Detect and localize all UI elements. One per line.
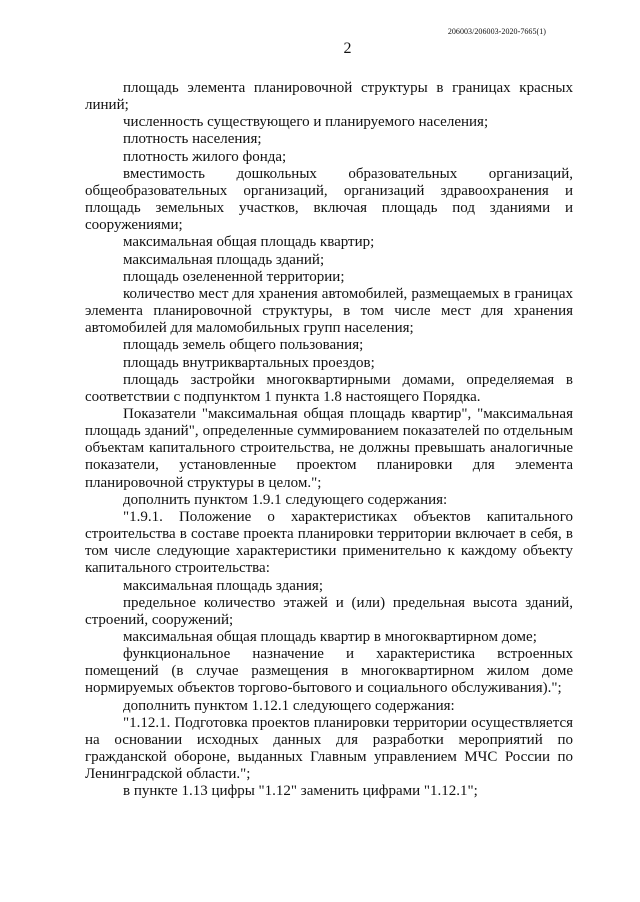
paragraph: функциональное назначение и характеристика встроенных помещений (в случае размещения в многоквартирном жилом доме нормируемых объектов торгово-бытового и социального обслуживания)."; (85, 646, 573, 697)
paragraph: максимальная общая площадь квартир в многоквартирном доме; (123, 629, 537, 645)
paragraph: плотность жилого фонда; (123, 148, 287, 165)
paragraph: максимальная площадь здания; (123, 577, 323, 594)
paragraph: площадь земель общего пользования; (123, 337, 364, 354)
paragraph: площадь элемента планировочной структуры в границах красных линий; (85, 80, 573, 114)
paragraph: максимальная общая площадь квартир; (123, 234, 375, 251)
paragraph: максимальная площадь зданий; (123, 251, 325, 268)
paragraph: вместимость дошкольных образовательных организаций, общеобразовательных организаций, организаций здравоохранения и площадь земельных участков, включая площадь под зданиями и сооружениями; (85, 165, 573, 234)
paragraph: дополнить пунктом 1.9.1 следующего содержания: (123, 491, 448, 508)
paragraph: количество мест для хранения автомобилей, размещаемых в границах элемента планировочной структуры, в том числе мест для хранения автомобилей для маломобильных групп населения; (85, 285, 573, 337)
paragraph: Показатели "максимальная общая площадь квартир", "максимальная площадь зданий", определенные суммированием показателей по отдельным объектам капитального строительства, не должны превышать аналогичные показатели, установленные проектом планировки для элемента планировочной структуры в целом."; (85, 405, 573, 491)
paragraph: "1.9.1. Положение о характеристиках объектов капитального строительства в составе проекта планировки территории включает в себя, в том числе следующие характеристики применительно к каждому объекту капитального строительства: (85, 508, 573, 577)
paragraph: дополнить пунктом 1.12.1 следующего содержания: (123, 697, 455, 714)
paragraph: плотность населения; (123, 131, 262, 148)
paragraph: площадь застройки многоквартирными домами, определяемая в соответствии с подпунктом 1 пункта 1.8 настоящего Порядка. (85, 371, 573, 405)
paragraph: в пункте 1.13 цифры "1.12" заменить цифрами "1.12.1"; (123, 783, 478, 800)
document-body (85, 80, 573, 801)
paragraph: "1.12.1. Подготовка проектов планировки территории осуществляется на основании исходных данных для разработки мероприятий по гражданской обороне, выданных Главным управлением МЧС России по Ленинградской области."; (85, 714, 573, 783)
page-number: 2 (343, 40, 352, 57)
paragraph: предельное количество этажей и (или) предельная высота зданий, строений, сооружений; (85, 594, 573, 628)
paragraph: площадь внутриквартальных проездов; (123, 354, 375, 371)
paragraph: площадь озелененной территории; (123, 268, 345, 285)
paragraph: численность существующего и планируемого населения; (123, 114, 489, 131)
document-id: 206003/206003-2020-7665(1) (447, 27, 546, 36)
